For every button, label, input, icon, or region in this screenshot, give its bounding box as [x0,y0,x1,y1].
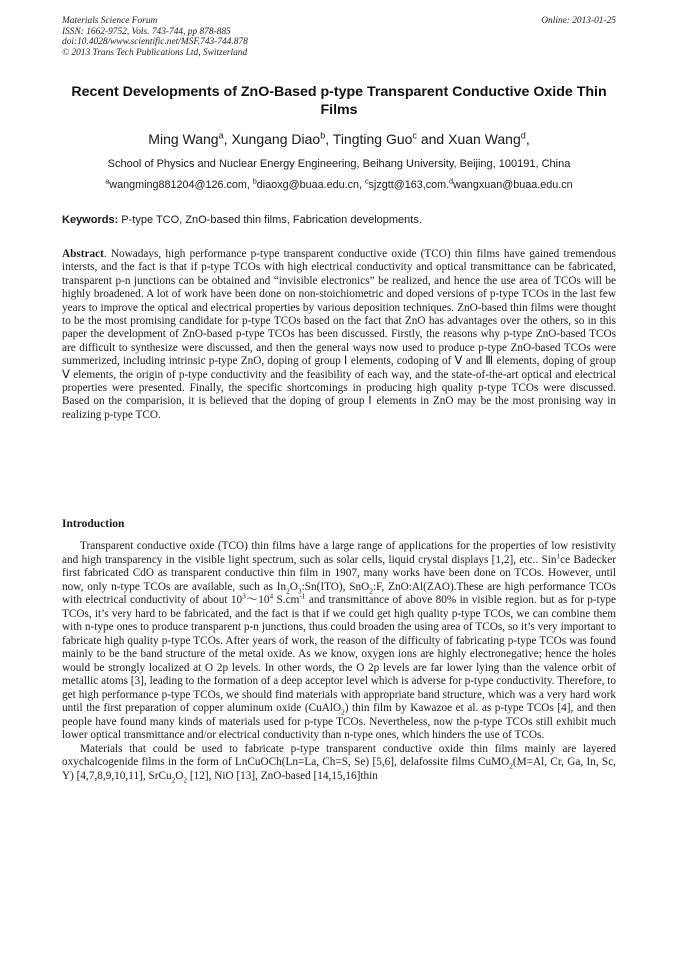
subscript: 2 [183,774,188,784]
intro-paragraph [62,743,616,784]
text-run: O [175,769,184,782]
introduction-body [62,540,616,783]
text-run: ) thin film by Kawazoe et al. as p-type TCOs [4], and then people have found many kinds of materials used for p-type TCOs. Nevertheless, now the p-type TCOs still exhibit much lower optical transmittance and/or electrical conductivity than n-type ones, which hinders the use of TCOs. [62,702,616,741]
author-mark: b [320,130,326,141]
subscript: 2 [171,774,176,784]
abstract-label: Abstract [62,248,104,260]
superscript: 1 [556,550,561,560]
text-run: Materials that could be used to fabricate p-type transparent conductive oxide thin films mainly are layered oxychalcogenide films in the form of LnCuOCh(Ln=La, Ch=S, Se) [5,6], delafossite films CuMO [62,742,616,768]
subscript: 2 [341,707,345,717]
superscript: 3 [242,591,246,601]
keywords-label: Keywords: [62,214,119,226]
author-sep: , [325,131,333,147]
email-mark: b [252,178,257,186]
text-run: (M=Al, Cr, Ga, In, Sc, Y) [4,7,8,9,10,11], SrCu [62,756,616,782]
text-run: :Sn(ITO), SnO [301,580,370,593]
subscript: 2 [369,585,373,595]
text-run: Transparent conductive oxide (TCO) thin films have a large range of applications for the properties of low resistivity and high transparency in the visible light spectrum, such as solar cells, liquid crystal displays [1,2], etc.. Sin [62,540,616,566]
email-address[interactable]: wangming881204@126.com, [109,179,253,191]
author-sep: , [525,131,530,147]
email-mark: d [449,178,454,186]
superscript: 4 [269,591,274,601]
journal-header [62,16,248,58]
author-name: Tingting Guo [332,131,413,147]
journal-name: Materials Science Forum [62,16,158,26]
author-mark: c [412,130,417,141]
doi-line: doi:10.4028/www.scientific.net/MSF.743-744.878 [62,37,248,48]
email-address[interactable]: wangxuan@buaa.edu.cn [453,179,573,191]
author-mark: d [520,130,526,141]
subscript: 2 [286,585,290,595]
text-run: ce Badecker first fabricated CdO as transparent conductive thin film in 1907, many works have been done on TCOs. However, until now, only n-type TCOs are available, such as In [62,553,616,593]
author-name: Ming Wang [148,131,219,147]
section-heading-introduction: Introduction [62,518,125,530]
superscript: -1 [299,591,306,601]
paper-title: Recent Developments of ZnO-Based p-type Transparent Conductive Oxide Thin Films [71,84,607,118]
text-run: O [289,580,298,593]
text-run: [12], NiO [13], ZnO-based [14,15,16]thin [187,769,378,782]
author-sep: and [416,131,449,147]
abstract-text: . Nowadays, high performance p-type transparent conductive oxide (TCO) thin films have gained tremendous intersts, and the fact is that if p-type TCOs with high electrical conductivity and optical transmittance can be fabricated, transparent p-n junctions can be obtained and “invisible electronics” be realized, and hence the use area of TCOs will be highly broadened. A lot of work have been done on non-stoichiometric and doped versions of p-type TCOs in the last few years to improve the optical and electrical properties by various deposition techniques. ZnO-based thin films were thought to be the most promising candidate for p-type TCOs based on the fact that ZnO has advantages over the others, so in this paper the development of ZnO-based p-type TCOs has been discussed. Firstly, the reasons why p-type ZnO-based TCOs are difficult to synthesize were discussed, and then the general ways now used to produce p-type ZnO-based TCOs were summerized, including intrinsic p-type ZnO, doping of group Ⅰ elements, codoping of Ⅴ and Ⅲ elements, doping of group Ⅴ elements, the origin of p-type conductivity and the feasibility of each way, and the state-of-the-art optical and electrical properties were presented. Finally, the specific shortcomings in producing high quality p-type TCOs were discussed. Based on the comparision, it is believed that the doping of group Ⅰ elements in ZnO may be the most pronising way in realizing p-type TCO. [62,248,616,421]
text-run: and transmittance of above 80% in visible region. but as for p-type TCOs, it’s very hard to be fabricated, and the fact is that if we could get high quality p-type TCOs, we can combine them with n-type ones to produce transparent p-n junctions, thus could broaden the using area of TCOs, so it’s very important to fabricate high quality p-type TCOs. After years of work, the reason of the difficulty of fabricating p-type TCOs was found mainly to be the band structure of the metal oxide. As we know, oxygen ions are highly electronegative; hence the holes would be strongly localized at O 2p levels. In other words, the O 2p levels are far lower lying than the valence orbit of metallic atoms [3], leading to the formation of a deep acceptor level which is adverse for p-type conductivity. Therefore, to get high performance p-type TCOs, we should find materials with appropriate band structure, which was a very hard work until the first preparation of copper aluminum oxide (CuAlO [62,594,616,714]
email-mark: a [105,178,110,186]
issn-line: ISSN: 1662-9752, Vols. 743-744, pp 878-885 [62,26,231,37]
author-name: Xungang Diao [231,131,321,147]
author-sep: , [223,131,232,147]
keywords-text: P-type TCO, ZnO-based thin films, Fabrication developments. [118,214,422,226]
email-address[interactable]: diaoxg@buaa.edu.cn, [256,179,366,191]
text-run: ～10 [245,594,270,606]
online-date: Online: 2013-01-25 [541,16,616,26]
text-run: :F, ZnO:Al(ZAO).These are high performance TCOs with electrical conductivity of about 10 [62,580,616,606]
keywords-line [62,213,616,227]
email-list [62,178,616,192]
abstract-paragraph [62,248,616,422]
copyright-line: © 2013 Trans Tech Publications Ltd, Switzerland [62,47,248,58]
intro-paragraph [62,540,616,743]
email-address[interactable]: sjzgtt@163,com. [368,179,450,191]
author-name: Xuan Wang [448,131,521,147]
email-mark: c [365,178,369,186]
author-mark: a [218,130,224,141]
subscript: 2 [509,761,513,771]
text-run: S.cm [273,594,300,606]
subscript: 3 [297,585,302,595]
affiliation: School of Physics and Nuclear Energy Engineering, Beihang University, Beijing, 100191, China [107,158,571,170]
author-list [62,130,616,148]
